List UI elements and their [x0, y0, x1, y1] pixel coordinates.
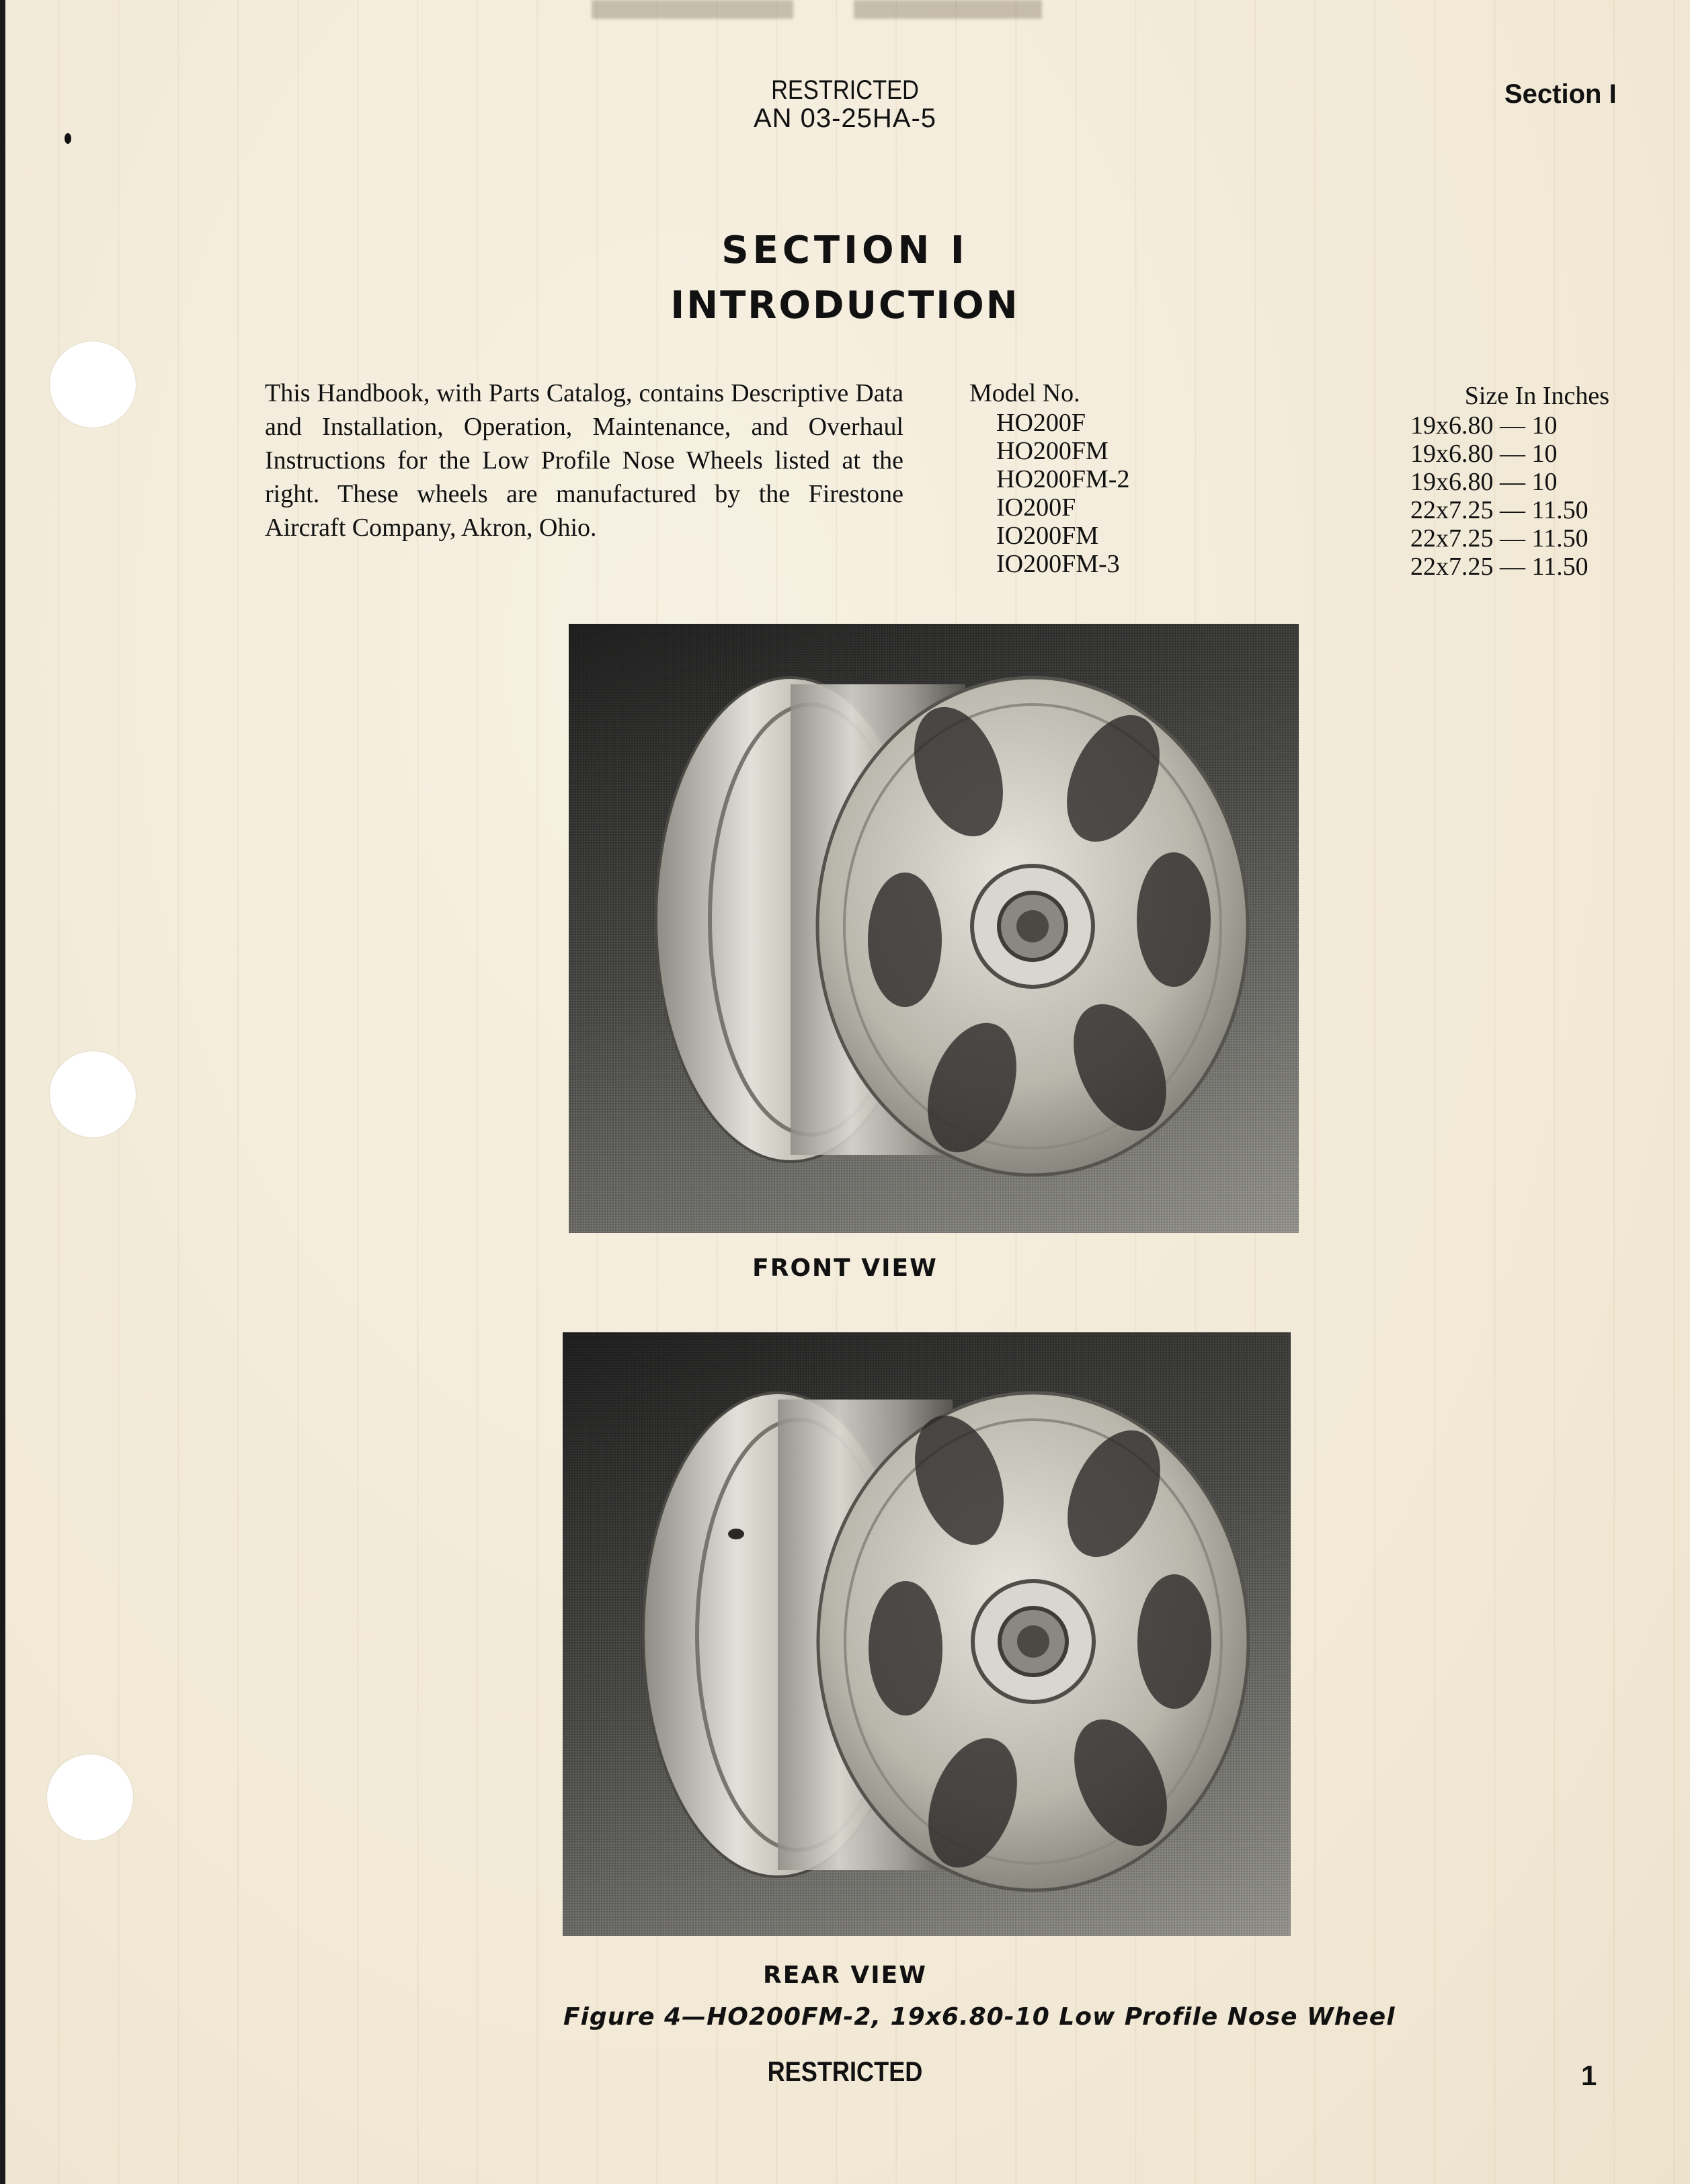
binder-punch-hole-middle — [50, 1051, 136, 1137]
models-table-header-model: Model No. — [969, 379, 1080, 407]
binder-punch-hole-bottom — [47, 1754, 133, 1841]
models-table-cell-model: HO200FM — [996, 437, 1109, 465]
models-table-size-column — [1410, 382, 1609, 581]
header-section-tag: Section I — [1504, 79, 1617, 109]
wheel-illustration-icon — [569, 624, 1299, 1233]
ink-speck — [65, 133, 71, 144]
front-view-caption: FRONT VIEW — [752, 1254, 938, 1282]
wheel-illustration-icon — [563, 1332, 1291, 1936]
models-table-cell-size: 22x7.25 — 11.50 — [1410, 553, 1588, 581]
models-table-model-column — [969, 379, 1129, 578]
valve-hole-icon — [728, 1529, 744, 1539]
section-subtitle: INTRODUCTION — [670, 284, 1020, 327]
models-table-cell-model: HO200FM-2 — [996, 465, 1130, 493]
models-table-cell-size: 22x7.25 — 11.50 — [1410, 496, 1588, 524]
models-table-cell-model: IO200FM-3 — [996, 550, 1120, 578]
bleed-through-mark — [592, 0, 793, 19]
header-document-number: AN 03-25HA-5 — [753, 104, 937, 133]
models-table-header-size: Size In Inches — [1464, 382, 1609, 410]
models-table-cell-model: HO200F — [996, 409, 1086, 437]
models-table-cell-size: 22x7.25 — 11.50 — [1410, 524, 1588, 553]
models-table-cell-model: IO200FM — [996, 522, 1099, 550]
intro-paragraph: This Handbook, with Parts Catalog, contains Descriptive Data and Installation, Operation, Maintenance, and Overhaul Instructions for the Low Profile Nose Wheels listed at the right. These wheels are manufactured by the Firestone Aircraft Company, Akron, Ohio. — [265, 379, 903, 542]
figure-caption: Figure 4—HO200FM-2, 19x6.80-10 Low Profile Nose Wheel — [563, 2003, 1396, 2031]
page-number: 1 — [1581, 2060, 1597, 2091]
rear-view-caption: REAR VIEW — [763, 1961, 927, 1989]
page-scan-edge — [0, 0, 5, 2184]
footer-classification: RESTRICTED — [767, 2056, 923, 2087]
header-classification: RESTRICTED — [771, 75, 919, 105]
wheel-photo-rear-view — [563, 1332, 1291, 1936]
models-table-cell-size: 19x6.80 — 10 — [1410, 468, 1558, 496]
binder-punch-hole-top — [50, 341, 136, 428]
wheel-photo-front-view — [569, 624, 1299, 1233]
bleed-through-mark — [854, 0, 1042, 19]
models-table-cell-model: IO200F — [996, 493, 1076, 522]
section-title: SECTION I — [721, 229, 969, 272]
models-table-cell-size: 19x6.80 — 10 — [1410, 411, 1558, 440]
models-table-cell-size: 19x6.80 — 10 — [1410, 440, 1558, 468]
